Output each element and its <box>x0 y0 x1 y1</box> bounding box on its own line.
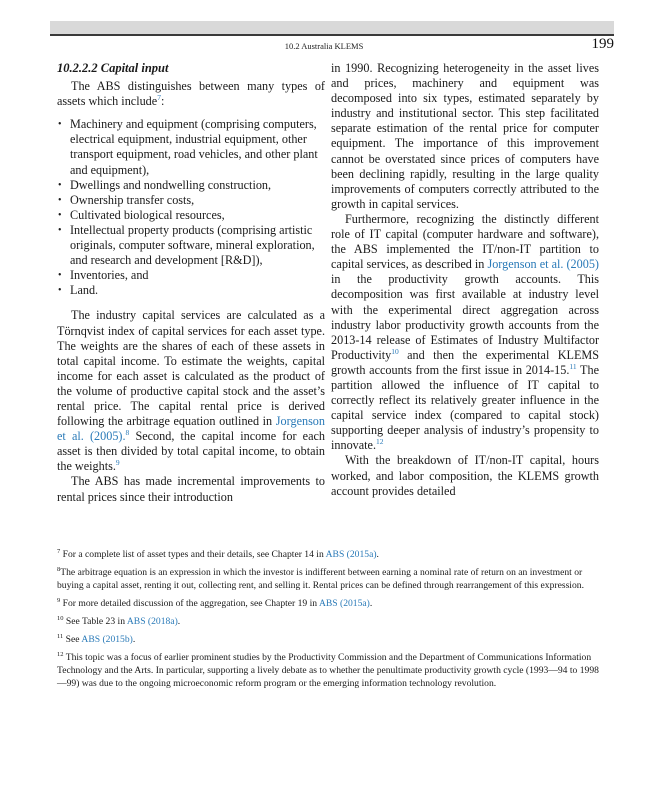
footnote-text: This topic was a focus of earlier prominent studies by the Productivity Commission and the Department of Communications Information Technology and the Arts. In particular, supporting a lively debate as to whether the penultimate productivity growth cycle (1993—94 to 1998—99) was due to the ongoing microeconomic reform program or the emerging information technology revolution. <box>57 652 599 689</box>
footnote-7 <box>57 548 599 561</box>
citation-link-abs-2018a[interactable]: ABS (2018a) <box>126 616 178 627</box>
section-heading: 10.2.2.2 Capital input <box>57 61 169 75</box>
citation-link-abs-2015a[interactable]: ABS (2015a) <box>325 549 377 560</box>
footnote-ref-11[interactable]: 11 <box>569 361 577 371</box>
citation-link-jorgenson[interactable]: Jorgenson et al. (2005). <box>57 414 325 444</box>
list-item-text: Land. <box>70 283 99 298</box>
footnote-ref-10[interactable]: 10 <box>391 346 399 356</box>
footnote-12 <box>57 651 599 690</box>
bullet-icon: • <box>58 270 62 282</box>
citation-link-abs-2015a[interactable]: ABS (2015a) <box>318 598 370 609</box>
list-item <box>57 208 325 223</box>
heterogeneity-paragraph: in 1990. Recognizing heterogeneity in the asset lives and prices, machinery and equipment was decomposed into six types, estimated separately by industry and institutional sector. This step facilitated separate estimation of the rental price for computer equipment. The importance of this improvement cannot be overstated since prices of computers have been declining rapidly, resulting in the large quality improvements of computers correctly attributed to the growth in capital services. <box>331 61 599 211</box>
footnote-11 <box>57 633 599 646</box>
paragraph-text: The industry capital services are calculated as a Törnqvist index of capital services for each asset type. The weights are the shares of each of these assets in total capital income. To estimate the weights, capital income for each asset is calculated as the product of the volume of productive capital stock and the asset’s rental price. The capital rental price is derived following the arbitrage equation outlined in <box>57 308 325 429</box>
footnote-ref-7[interactable]: 7 <box>157 93 161 103</box>
footnote-text: For more detailed discussion of the aggregation, see Chapter 19 in <box>60 598 319 609</box>
left-column <box>57 61 325 505</box>
paragraph-text: Furthermore, recognizing the distinctly different role of IT capital (computer hardware and software), the ABS implemented the IT/non-IT partition to capital services, as described in <box>331 211 599 272</box>
footnote-number: 10 <box>57 615 64 622</box>
header-bar <box>50 21 614 36</box>
paragraph-text: in the productivity growth accounts. This decomposition was first available at industry level with the experimental direct aggregation across industry labor productivity growth accounts from the 2013-14 release of Estimates of Industry Multifactor Productivity <box>331 272 599 362</box>
list-item-text: Inventories, and <box>70 268 149 283</box>
klems-paragraph: With the breakdown of IT/non-IT capital, hours worked, and labor composition, the KLEMS growth account provides detailed <box>331 453 599 498</box>
intro-paragraph <box>57 79 325 109</box>
list-item-text: Intellectual property products (comprising artistic originals, computer software, mineral exploration, and research and development [R&D]), <box>70 222 315 268</box>
footnote-number: 12 <box>57 651 64 658</box>
running-title: 10.2 Australia KLEMS <box>284 41 364 51</box>
footnote-ref-9[interactable]: 9 <box>115 458 120 468</box>
bullet-icon: • <box>58 194 62 206</box>
list-item-text: Cultivated biological resources, <box>70 207 225 222</box>
footnote-text: The arbitrage equation is an expression in which the investor is indifferent between earning a nominal rate of return on an investment or buying a capital asset, renting it out, collecting rent, and selling it. Rental prices can be defined through rearrangement of this expression. <box>57 567 584 591</box>
list-item-text: Ownership transfer costs, <box>70 192 195 207</box>
footnote-number: 11 <box>57 633 64 640</box>
rental-prices-paragraph: The ABS has made incremental improvements to rental prices since their introduction <box>57 474 325 504</box>
footnote-number: 9 <box>57 597 61 604</box>
footnote-number: 8 <box>57 566 61 573</box>
list-item-text: Machinery and equipment (comprising computers, electrical equipment, industrial equipment, other transport equipment, road vehicles, and other plant and equipment), <box>70 117 318 177</box>
citation-link-abs-2015b[interactable]: ABS (2015b) <box>81 634 133 645</box>
list-item <box>57 268 325 283</box>
footnote-ref-12[interactable]: 12 <box>376 437 384 447</box>
intro-text: The ABS distinguishes between many types of assets which include <box>57 79 325 109</box>
it-partition-paragraph <box>331 212 599 454</box>
footnote-punct: . <box>132 634 136 645</box>
footnote-ref-8[interactable]: 8 <box>125 428 130 438</box>
list-item <box>57 178 325 193</box>
bullet-icon: • <box>58 209 62 221</box>
footnote-punct: . <box>177 616 181 627</box>
footnote-punct: . <box>376 549 379 560</box>
footnote-10 <box>57 615 599 628</box>
footnote-9 <box>57 597 599 610</box>
footnotes <box>57 548 599 695</box>
footnote-8 <box>57 566 599 592</box>
intro-end: : <box>160 94 165 109</box>
list-item <box>57 117 325 177</box>
footnote-text: See Table 23 in <box>63 616 127 627</box>
list-item-text: Dwellings and nondwelling construction, <box>70 177 272 192</box>
list-item <box>57 283 325 298</box>
capital-services-paragraph <box>57 308 325 474</box>
paragraph-text: The partition allowed the influence of IT capital to correctly reflect its relatively greater influence in the capital service index (compared to capital stock) supporting deeper analysis of industry’s propensity to innovate. <box>331 362 599 453</box>
citation-link-jorgenson[interactable]: Jorgenson et al. (2005) <box>487 257 599 272</box>
asset-list <box>57 117 325 298</box>
footnote-number: 7 <box>57 548 61 555</box>
bullet-icon: • <box>58 119 62 131</box>
list-item <box>57 193 325 208</box>
bullet-icon: • <box>58 224 62 236</box>
bullet-icon: • <box>58 179 62 191</box>
page-number: 199 <box>591 36 614 52</box>
running-head <box>0 38 648 54</box>
footnote-text: For a complete list of asset types and their details, see Chapter 14 in <box>60 549 326 560</box>
footnote-punct: . <box>369 598 373 609</box>
paragraph-text: Second, the capital income for each asset is then divided by total capital income, to obtain the weights. <box>57 429 326 474</box>
list-item <box>57 223 325 268</box>
right-column <box>331 61 599 499</box>
footnote-text: See <box>63 634 82 645</box>
paragraph-text: and then the experimental KLEMS growth accounts from the first issue in 2014-15. <box>331 347 599 377</box>
bullet-icon: • <box>58 285 62 297</box>
